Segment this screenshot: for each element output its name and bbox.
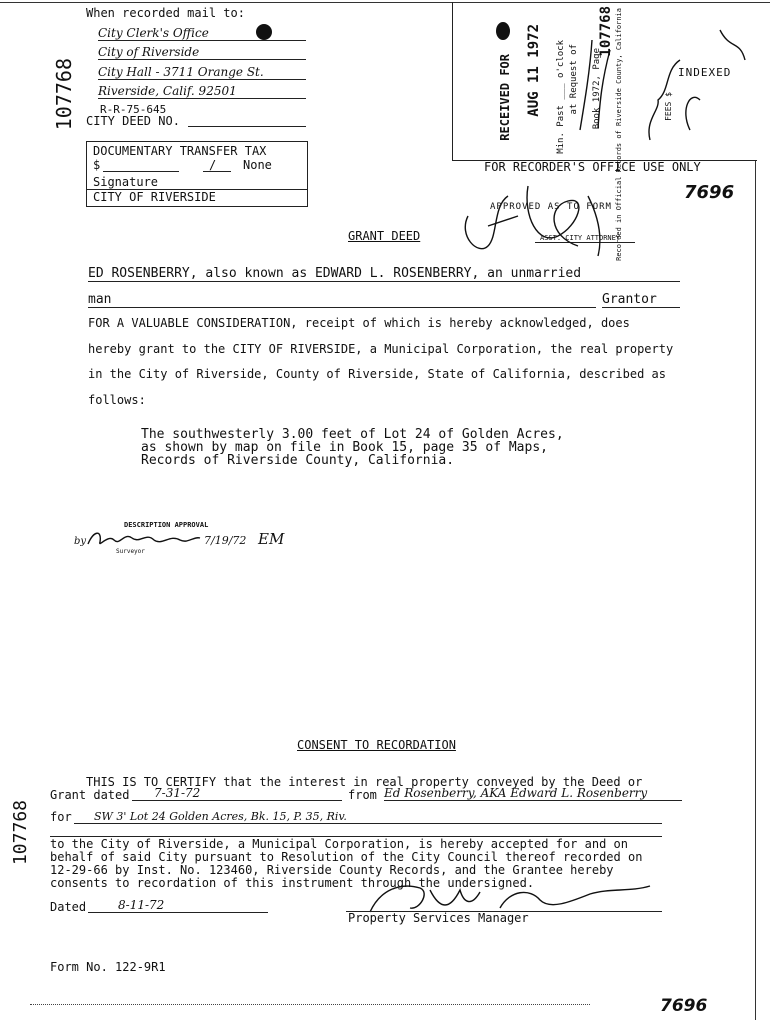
description-by: by xyxy=(74,536,87,547)
file-number: R-R-75-645 xyxy=(100,103,167,116)
description-date: 7/19/72 xyxy=(204,534,247,547)
grant-dated-label: Grant dated xyxy=(50,788,130,802)
recorder-office-use: FOR RECORDER'S OFFICE USE ONLY xyxy=(484,160,701,174)
recorder-punch-hole xyxy=(496,22,510,40)
consent-title: CONSENT TO RECORDATION xyxy=(297,738,456,752)
mail-line-1: City Clerk's Office xyxy=(98,26,306,41)
for-value: SW 3' Lot 24 Golden Acres, Bk. 15, P. 35, Riv. xyxy=(74,810,662,824)
legal-line-1: The southwesterly 3.00 feet of Lot 24 of Golden Acres, xyxy=(141,427,564,442)
legal-line-2: as shown by map on file in Book 15, page 35 of Maps, xyxy=(141,440,548,455)
deed-body-1: FOR A VALUABLE CONSIDERATION, receipt of which is hereby acknowledged, does xyxy=(88,316,630,330)
transfer-tax-title: DOCUMENTARY TRANSFER TAX xyxy=(93,144,267,158)
none-mark: / xyxy=(209,158,217,172)
dated-value: 8-11-72 xyxy=(88,898,268,913)
transfer-tax-box xyxy=(86,141,308,207)
request-label: at Request of xyxy=(569,44,579,115)
recorded-date: AUG 11 1972 xyxy=(526,24,542,117)
deed-body-3: in the City of Riverside, County of Riverside, State of California, described as xyxy=(88,367,666,381)
manager-title: Property Services Manager xyxy=(348,911,529,925)
approved-as-to-form: APPROVED AS TO FORM xyxy=(490,202,612,212)
recorded-in: Recorded in Official Records of Riverside County, California xyxy=(615,8,623,261)
city-deed-label: CITY DEED NO. xyxy=(86,114,180,128)
signer-divider xyxy=(87,189,307,190)
recorder-number: 107768 xyxy=(598,6,614,57)
footer-number: 7696 xyxy=(660,996,708,1016)
city-deed-blank xyxy=(188,126,306,127)
tax-dollar: $ xyxy=(93,158,101,172)
mail-line-4: Riverside, Calif. 92501 xyxy=(98,84,306,99)
consent-line-1: THIS IS TO CERTIFY that the interest in real property conveyed by the Deed or xyxy=(86,775,643,789)
grantor-label: Grantor xyxy=(602,292,680,308)
doc-number-vertical: 107768 xyxy=(52,58,76,131)
asst-city-attorney: ASST. CITY ATTORNEY xyxy=(540,234,621,242)
recorder-handwriting xyxy=(530,10,755,150)
description-approval-label: DESCRIPTION APPROVAL xyxy=(124,521,209,529)
attorney-signature xyxy=(448,176,648,266)
right-margin-line xyxy=(755,160,756,1020)
mail-line-2: City of Riverside xyxy=(98,45,306,60)
mail-line-3: City Hall - 3711 Orange St. xyxy=(98,65,306,80)
deed-body-2: hereby grant to the CITY OF RIVERSIDE, a Municipal Corporation, the real property xyxy=(88,342,674,356)
none-underline xyxy=(203,171,231,172)
consent-body-2: behalf of said City pursuant to Resolution of the City Council thereof recorded on xyxy=(50,850,643,864)
mail-heading: When recorded mail to: xyxy=(86,6,245,20)
grantor-line-1: ED ROSENBERRY, also known as EDWARD L. ROSENBERRY, an unmarried xyxy=(88,266,680,282)
recorder-stamp-number: 7696 xyxy=(684,182,735,203)
consent-body-1: to the City of Riverside, a Municipal Corporation, is hereby accepted for and on xyxy=(50,837,628,851)
received-for: RECEIVED FOR xyxy=(498,54,512,141)
legal-line-3: Records of Riverside County, California. xyxy=(141,453,455,468)
doc-number-vertical-lower: 107768 xyxy=(10,800,31,866)
grantor-line-2: man xyxy=(88,292,596,308)
deed-body-4: follows: xyxy=(88,393,146,407)
for-label: for xyxy=(50,810,72,824)
grant-deed-title: GRANT DEED xyxy=(348,229,421,243)
form-number: Form No. 122-9R1 xyxy=(50,960,166,974)
grant-date-text: 7-31-72 xyxy=(154,786,201,800)
from-value: Ed Rosenberry, AKA Edward L. Rosenberry xyxy=(384,786,682,801)
consent-body-3: 12-29-66 by Inst. No. 123460, Riverside County Records, and the Grantee hereby xyxy=(50,863,614,877)
fees-label: FEES $ xyxy=(664,92,673,121)
signature-label: Signature xyxy=(93,175,159,189)
dated-label: Dated xyxy=(50,900,87,914)
min-past: Min. Past ___ o'clock xyxy=(556,40,566,154)
surveyor-label: Surveyor xyxy=(116,548,145,555)
book-page: Book 1972, Page xyxy=(592,48,602,130)
from-label: from xyxy=(348,788,377,802)
description-initials: EM xyxy=(258,530,285,548)
tax-amount-blank xyxy=(103,171,179,172)
signer-name: CITY OF RIVERSIDE xyxy=(93,190,216,204)
grant-dated-value xyxy=(132,786,342,801)
consent-body-4: consents to recordation of this instrument through the undersigned. xyxy=(50,876,535,890)
none-label: None xyxy=(243,158,272,172)
bottom-dotted-line xyxy=(30,1004,590,1005)
indexed-stamp: INDEXED xyxy=(678,66,732,79)
